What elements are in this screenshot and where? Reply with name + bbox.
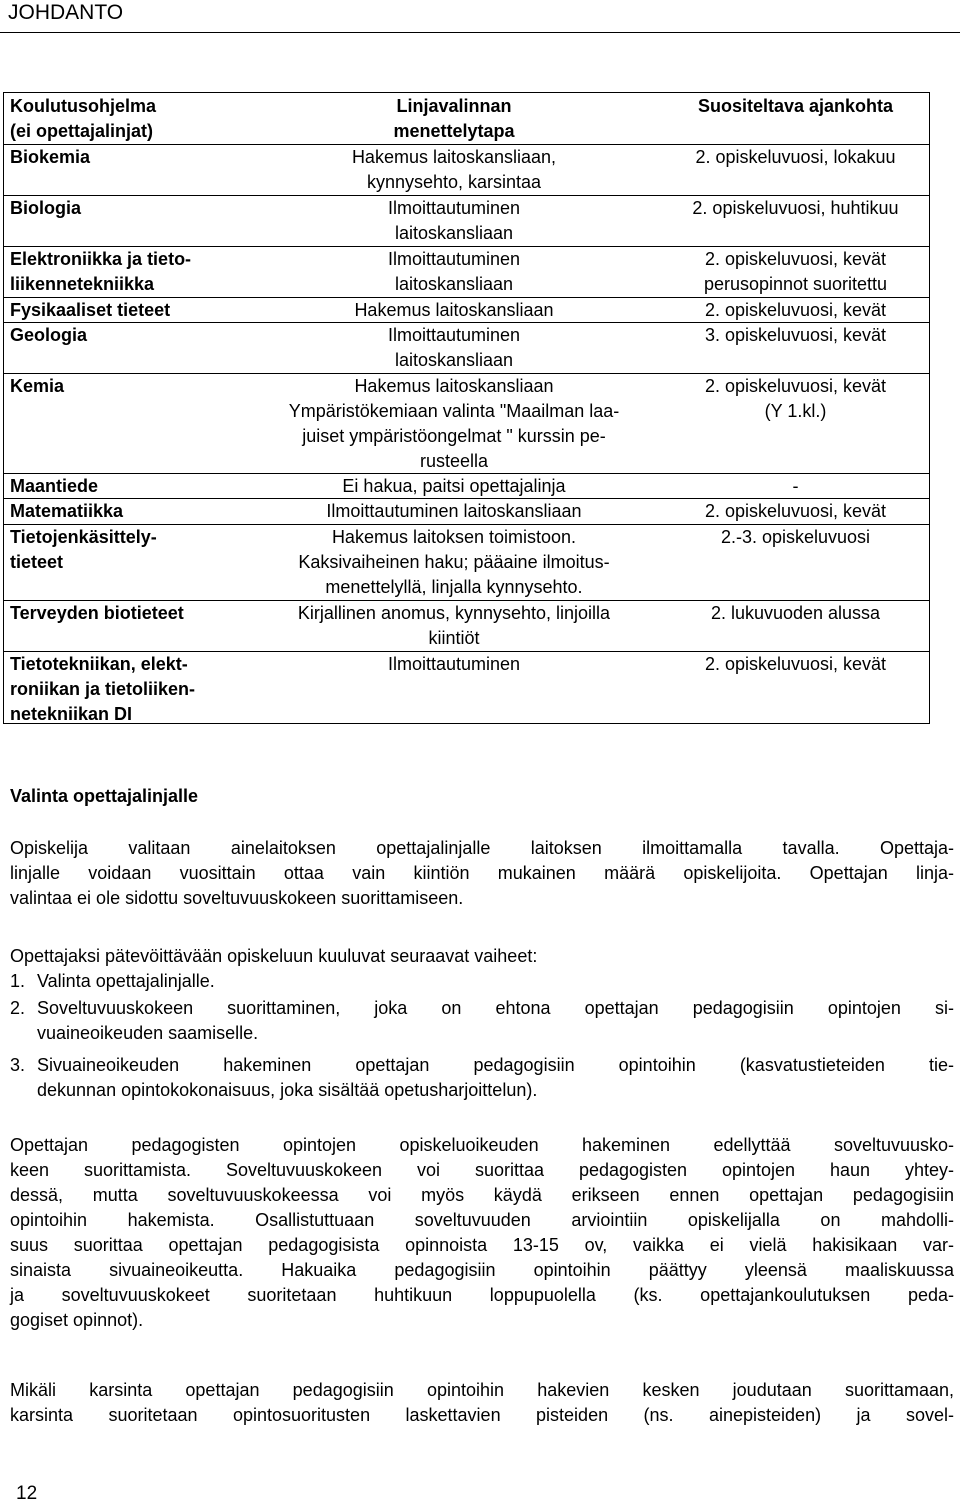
- cell-method: juiset ympäristöongelmat " kurssin pe-: [302, 426, 606, 446]
- cell-method: laitoskansliaan: [394, 223, 514, 243]
- table-row-rule: [3, 651, 930, 652]
- cell-program: Maantiede: [10, 476, 99, 496]
- cell-timing: 3. opiskeluvuosi, kevät: [704, 325, 887, 345]
- cell-timing: 2. opiskeluvuosi, kevät: [704, 249, 887, 269]
- cell-program: Fysikaaliset tieteet: [10, 300, 171, 320]
- paragraph-line: Opettajaksi pätevöittävään opiskeluun kuuluvat seuraavat vaiheet:: [10, 946, 538, 966]
- paragraph-line: gogiset opinnot).: [10, 1310, 144, 1330]
- cell-timing: 2.-3. opiskeluvuosi: [720, 527, 871, 547]
- cell-method: Hakemus laitoskansliaan,: [351, 147, 557, 167]
- table-row-rule: [3, 246, 930, 247]
- cell-method: laitoskansliaan: [394, 274, 514, 294]
- cell-method: Ei hakua, paitsi opettajalinja: [342, 476, 566, 496]
- paragraph-4: [10, 1378, 954, 1428]
- paragraph-line: opintoihin hakemista. Osallistuttuaan soveltuvuuden arviointiin opiskelijalla on mahdolli-: [10, 1210, 954, 1230]
- list-line: dekunnan opintokokonaisuus, joka sisältää opetusharjoittelun).: [37, 1080, 538, 1100]
- cell-timing: 2. opiskeluvuosi, kevät: [704, 376, 887, 396]
- cell-timing: 2. opiskeluvuosi, huhtikuu: [692, 198, 899, 218]
- section-title: Valinta opettajalinjalle: [10, 786, 199, 806]
- list-item: [10, 969, 954, 994]
- paragraph-line: suus suorittaa opettajan pedagogisista opinnoista 13-15 ov, vaikka ei vielä hakisikaan var-: [10, 1235, 954, 1255]
- page-number: 12: [16, 1483, 38, 1504]
- cell-program: roniikan ja tietoliiken-: [10, 679, 196, 699]
- table-row-rule: [3, 473, 930, 474]
- cell-timing: -: [792, 476, 799, 496]
- cell-method: rusteella: [419, 451, 489, 471]
- header-program: (ei opettajalinjat): [10, 121, 154, 141]
- cell-method: Hakemus laitoksen toimistoon.: [331, 527, 577, 547]
- cell-program: netekniikan DI: [10, 704, 133, 724]
- cell-method: Kaksivaiheinen haku; pääaine ilmoitus-: [298, 552, 610, 572]
- paragraph-2-intro: [10, 944, 954, 969]
- paragraph-line: karsinta suoritetaan opintosuoritusten laskettavien pisteiden (ns. ainepisteiden) ja sovel-: [10, 1405, 954, 1425]
- cell-method: laitoskansliaan: [394, 350, 514, 370]
- cell-method: Ilmoittautuminen: [387, 654, 521, 674]
- paragraph-line: keen suorittamista. Soveltuvuuskokeen voi suorittaa pedagogisten opintojen haun yhtey-: [10, 1160, 954, 1180]
- list-number: 2.: [10, 998, 26, 1018]
- cell-timing: 2. lukuvuoden alussa: [710, 603, 881, 623]
- running-header-title: JOHDANTO: [8, 1, 124, 24]
- table-row-rule: [3, 195, 930, 196]
- header-program: Koulutusohjelma: [10, 96, 157, 116]
- cell-program: Kemia: [10, 376, 65, 396]
- cell-method: Ilmoittautuminen: [387, 249, 521, 269]
- cell-program: tieteet: [10, 552, 64, 572]
- list-line: Sivuaineoikeuden hakeminen opettajan pedagogisiin opintoihin (kasvatustieteiden tie-: [37, 1055, 954, 1075]
- paragraph-3: [10, 1133, 954, 1333]
- list-line: Valinta opettajalinjalle.: [37, 971, 215, 991]
- cell-method: Hakemus laitoskansliaan: [354, 376, 554, 396]
- cell-method: Ilmoittautuminen laitoskansliaan: [326, 501, 582, 521]
- cell-method: kynnysehto, karsintaa: [366, 172, 542, 192]
- cell-method: Ilmoittautuminen: [387, 325, 521, 345]
- cell-timing: perusopinnot suoritettu: [703, 274, 888, 294]
- table-row-rule: [3, 373, 930, 374]
- cell-timing: 2. opiskeluvuosi, kevät: [704, 300, 887, 320]
- header-method: Linjavalinnan: [396, 96, 512, 116]
- cell-method: Kirjallinen anomus, kynnysehto, linjoilla: [297, 603, 611, 623]
- paragraph-line: sinaista sivuaineoikeutta. Hakuaika pedagogisiin opintoihin päättyy yleensä maaliskuussa: [10, 1260, 954, 1280]
- cell-program: Tietojenkäsittely-: [10, 527, 157, 547]
- table-row-rule: [3, 297, 930, 298]
- cell-timing: 2. opiskeluvuosi, lokakuu: [695, 147, 896, 167]
- cell-program: Geologia: [10, 325, 88, 345]
- paragraph-1: [10, 836, 954, 911]
- list-item: [10, 1053, 954, 1103]
- cell-program: Matematiikka: [10, 501, 124, 521]
- paragraph-line: dessä, mutta soveltuvuuskokeessa voi myös käydä erikseen ennen opettajan pedagogisiin: [10, 1185, 954, 1205]
- header-rule: [0, 32, 960, 33]
- header-method: menettelytapa: [393, 121, 515, 141]
- table-row-rule: [3, 144, 930, 145]
- list-item: [10, 996, 954, 1046]
- list-number: 3.: [10, 1055, 26, 1075]
- cell-program: Biologia: [10, 198, 81, 218]
- cell-method: Ympäristökemiaan valinta "Maailman laa-: [288, 401, 620, 421]
- cell-method: menettelyllä, linjalla kynnysehto.: [325, 577, 583, 597]
- table-row-rule: [3, 498, 930, 499]
- paragraph-line: ja soveltuvuuskokeet suoritetaan huhtikuun loppupuolella (ks. opettajankoulutuksen peda-: [10, 1285, 954, 1305]
- cell-program: Terveyden biotieteet: [10, 603, 184, 623]
- paragraph-line: Opiskelija valitaan ainelaitoksen opettajalinjalle laitoksen ilmoittamalla tavalla. Opettaja-: [10, 838, 954, 858]
- list-number: 1.: [10, 971, 26, 991]
- cell-program: liikennetekniikka: [10, 274, 155, 294]
- paragraph-line: Opettajan pedagogisten opintojen opiskeluoikeuden hakeminen edellyttää soveltuvuusko-: [10, 1135, 954, 1155]
- header-timing: Suositeltava ajankohta: [697, 96, 894, 116]
- list-line: vuaineoikeuden saamiselle.: [37, 1023, 259, 1043]
- cell-timing: (Y 1.kl.): [764, 401, 827, 421]
- cell-method: Ilmoittautuminen: [387, 198, 521, 218]
- table-row-rule: [3, 524, 930, 525]
- paragraph-line: valintaa ei ole sidottu soveltuvuuskokeen suorittamiseen.: [10, 888, 464, 908]
- cell-timing: 2. opiskeluvuosi, kevät: [704, 501, 887, 521]
- cell-method: kiintiöt: [428, 628, 480, 648]
- cell-program: Tietotekniikan, elekt-: [10, 654, 188, 674]
- cell-timing: 2. opiskeluvuosi, kevät: [704, 654, 887, 674]
- list-line: Soveltuvuuskokeen suorittaminen, joka on ehtona opettajan pedagogisiin opintojen si-: [37, 998, 954, 1018]
- table-row-rule: [3, 600, 930, 601]
- cell-method: Hakemus laitoskansliaan: [354, 300, 554, 320]
- table-row-rule: [3, 322, 930, 323]
- paragraph-line: Mikäli karsinta opettajan pedagogisiin opintoihin hakevien kesken joudutaan suorittamaan,: [10, 1380, 954, 1400]
- cell-program: Elektroniikka ja tieto-: [10, 249, 192, 269]
- cell-program: Biokemia: [10, 147, 91, 167]
- paragraph-line: linjalle voidaan vuosittain ottaa vain kiintiön mukainen määrä opiskelijoita. Opettajan linja-: [10, 863, 954, 883]
